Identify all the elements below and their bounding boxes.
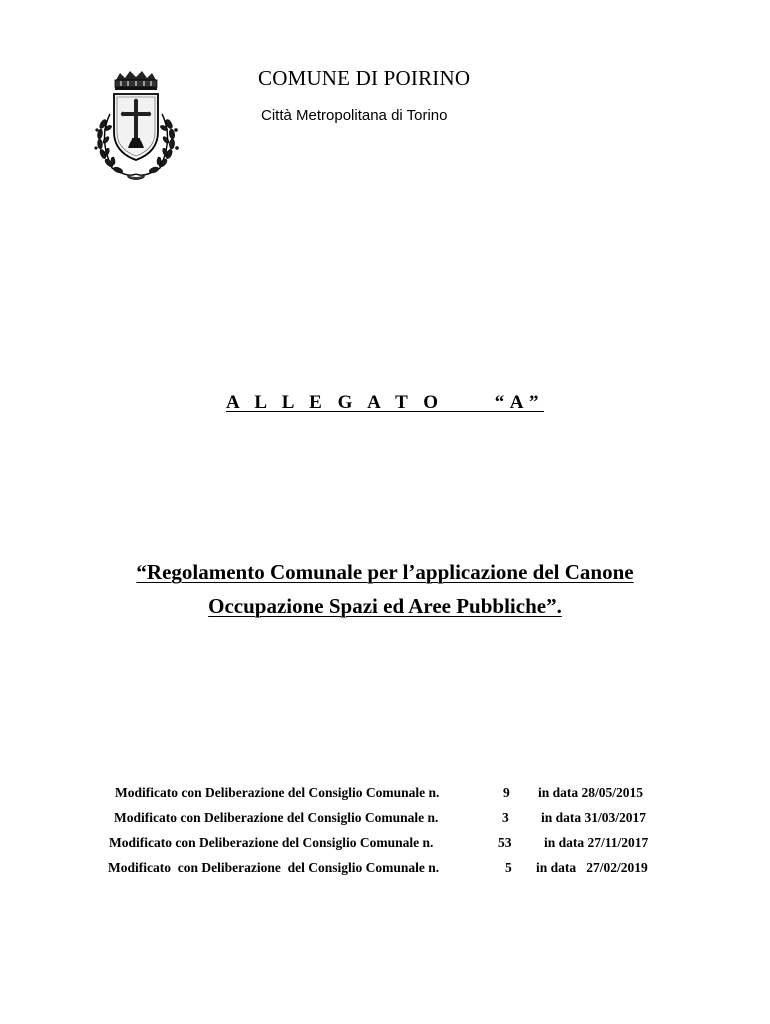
municipality-title: COMUNE DI POIRINO bbox=[258, 66, 471, 90]
amendment-row bbox=[0, 785, 770, 805]
amendment-number: 3 bbox=[502, 810, 509, 825]
amendment-date: in data 27/11/2017 bbox=[544, 835, 649, 850]
regulation-title-line-1-text: “Regolamento Comunale per l’applicazione del Canone bbox=[136, 560, 634, 584]
amendment-text: Modificato con Deliberazione del Consiglio Comunale n. bbox=[108, 860, 440, 875]
amendment-text: Modificato con Deliberazione del Consiglio Comunale n. bbox=[109, 835, 434, 850]
amendment-number: 9 bbox=[503, 785, 510, 800]
amendment-number: 5 bbox=[505, 860, 512, 875]
amendment-date: in data 28/05/2015 bbox=[538, 785, 644, 800]
crown-icon bbox=[115, 71, 157, 90]
municipality-subtitle: Città Metropolitana di Torino bbox=[261, 107, 448, 124]
amendment-date: in data 31/03/2017 bbox=[541, 810, 647, 825]
regulation-title-line-1 bbox=[0, 560, 770, 585]
regulation-title-line-2-text: Occupazione Spazi ed Aree Pubbliche”. bbox=[208, 594, 562, 618]
amendment-number: 53 bbox=[498, 835, 512, 850]
amendment-text: Modificato con Deliberazione del Consiglio Comunale n. bbox=[115, 785, 440, 800]
amendment-date: in data 27/02/2019 bbox=[536, 860, 648, 875]
attachment-heading bbox=[0, 392, 770, 414]
amendment-row bbox=[0, 810, 770, 830]
amendment-row bbox=[0, 860, 770, 880]
regulation-title-line-2 bbox=[0, 594, 770, 619]
amendment-row bbox=[0, 835, 770, 855]
amendment-text: Modificato con Deliberazione del Consiglio Comunale n. bbox=[114, 810, 439, 825]
municipal-coat-of-arms-icon bbox=[88, 70, 184, 182]
attachment-heading-text: A L L E G A T O “A” bbox=[226, 392, 544, 413]
